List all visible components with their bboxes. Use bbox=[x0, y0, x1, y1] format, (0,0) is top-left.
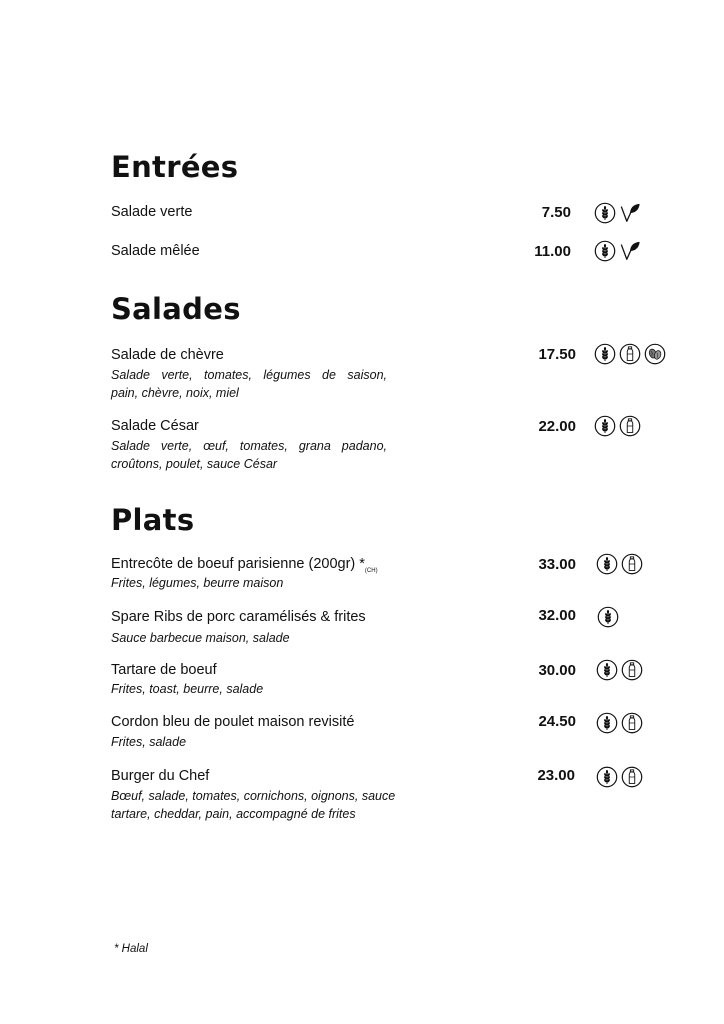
menu-item-name: Salade mêlée bbox=[111, 243, 200, 259]
allergen-icons bbox=[597, 606, 619, 628]
allergen-icons bbox=[594, 240, 641, 262]
section-title-salades: Salades bbox=[111, 292, 241, 326]
allergen-icons bbox=[594, 415, 641, 437]
menu-item-price: 24.50 bbox=[538, 713, 576, 730]
menu-item-price: 32.00 bbox=[538, 607, 576, 624]
vegetarian-leaf-icon bbox=[619, 202, 641, 224]
menu-item-description: Frites, toast, beurre, salade bbox=[111, 682, 264, 696]
gluten-icon bbox=[596, 712, 618, 734]
allergen-icons bbox=[596, 712, 643, 734]
menu-item-price: 23.00 bbox=[537, 767, 575, 784]
allergen-icons bbox=[596, 766, 643, 788]
menu-item-description: Frites, légumes, beurre maison bbox=[111, 576, 284, 590]
menu-item-name: Entrecôte de boeuf parisienne (200gr) $*_{(CH)}$ bbox=[111, 556, 378, 574]
menu-item-price: 33.00 bbox=[538, 556, 576, 573]
milk-bottle-icon bbox=[621, 553, 643, 575]
menu-item-name: Salade verte bbox=[111, 204, 193, 220]
allergen-icons bbox=[596, 553, 643, 575]
gluten-icon bbox=[594, 415, 616, 437]
menu-item-price: 17.50 bbox=[538, 346, 576, 363]
gluten-icon bbox=[594, 343, 616, 365]
milk-bottle-icon bbox=[621, 712, 643, 734]
menu-item-price: 22.00 bbox=[538, 418, 576, 435]
menu-item-name: Tartare de boeuf bbox=[111, 662, 217, 678]
section-title-entrees: Entrées bbox=[111, 150, 239, 184]
allergen-icons bbox=[596, 659, 643, 681]
menu-item-name: Salade César bbox=[111, 418, 199, 434]
gluten-icon bbox=[594, 202, 616, 224]
menu-item-price: 30.00 bbox=[538, 662, 576, 679]
milk-bottle-icon bbox=[619, 415, 641, 437]
menu-item-description: Salade verte, œuf, tomates, grana padano, croûtons, poulet, sauce César bbox=[111, 439, 387, 471]
allergen-icons bbox=[594, 343, 666, 365]
menu-item-name: Salade de chèvre bbox=[111, 347, 224, 363]
milk-bottle-icon bbox=[621, 659, 643, 681]
gluten-icon bbox=[596, 766, 618, 788]
nuts-icon bbox=[644, 343, 666, 365]
menu-item-description: Salade verte, tomates, légumes de saison, pain, chèvre, noix, miel bbox=[111, 368, 387, 400]
menu-item-description: Frites, salade bbox=[111, 735, 187, 749]
menu-item-name: Cordon bleu de poulet maison revisité bbox=[111, 714, 355, 730]
menu-item-price: 7.50 bbox=[541, 204, 571, 221]
menu-item-description: Bœuf, salade, tomates, cornichons, oignons, sauce tartare, cheddar, pain, accompagné de frites bbox=[111, 789, 396, 821]
gluten-icon bbox=[594, 240, 616, 262]
origin-label: (CH) bbox=[364, 567, 378, 574]
section-title-plats: Plats bbox=[111, 503, 195, 537]
menu-item-name: Burger du Chef bbox=[111, 768, 210, 784]
vegetarian-leaf-icon bbox=[619, 240, 641, 262]
gluten-icon bbox=[597, 606, 619, 628]
gluten-icon bbox=[596, 659, 618, 681]
milk-bottle-icon bbox=[621, 766, 643, 788]
menu-item-name: Spare Ribs de porc caramélisés & frites bbox=[111, 609, 366, 625]
footnote-halal: * Halal bbox=[114, 943, 148, 955]
milk-bottle-icon bbox=[619, 343, 641, 365]
menu-item-price: 11.00 bbox=[534, 243, 571, 260]
gluten-icon bbox=[596, 553, 618, 575]
allergen-icons bbox=[594, 202, 641, 224]
menu-item-description: Sauce barbecue maison, salade bbox=[111, 631, 290, 645]
